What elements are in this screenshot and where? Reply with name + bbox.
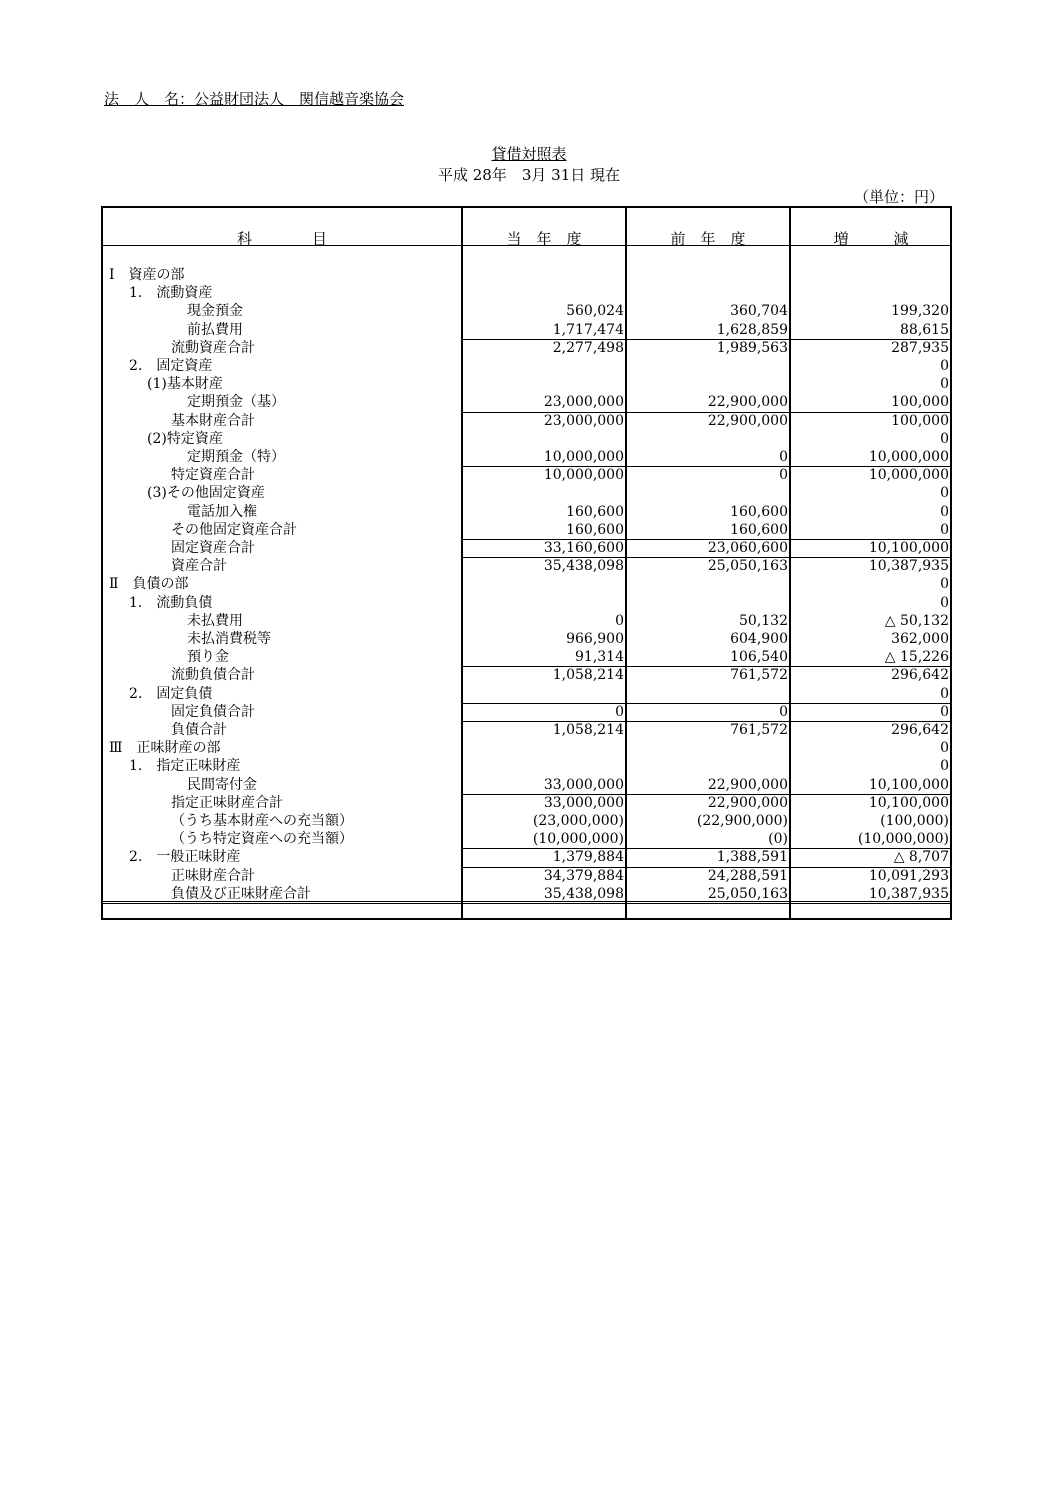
previous-value: 1,628,859 <box>716 321 788 338</box>
table-row <box>103 630 950 648</box>
table-row <box>103 739 950 757</box>
current-value: 0 <box>615 612 624 629</box>
row-label: 前払費用 <box>187 321 243 338</box>
table-row <box>103 666 950 684</box>
row-label: 2. 固定資産 <box>129 358 213 374</box>
change-value: 0 <box>940 740 949 757</box>
current-value: 560,024 <box>566 303 624 320</box>
corporation-name: 法 人 名：公益財団法人 関信越音楽協会 <box>104 90 405 108</box>
row-label: 1. 流動資産 <box>129 285 213 302</box>
change-value: △ 50,132 <box>884 612 949 629</box>
previous-value: 25,050,163 <box>707 558 788 575</box>
current-value: 33,000,000 <box>543 794 624 811</box>
change-value: 88,615 <box>900 321 949 338</box>
row-label: Ⅱ 負債の部 <box>109 576 189 593</box>
change-value: 100,000 <box>891 412 949 429</box>
current-value: 160,600 <box>566 521 624 538</box>
table-row <box>103 321 950 339</box>
change-value: 0 <box>940 758 949 775</box>
previous-value: 160,600 <box>730 521 788 538</box>
table-row <box>103 430 950 448</box>
current-value: 1,058,214 <box>552 667 624 684</box>
table-row <box>103 484 950 502</box>
change-value: 10,100,000 <box>868 540 949 556</box>
table-row <box>103 557 950 575</box>
change-value: (10,000,000) <box>857 831 949 848</box>
current-value: (10,000,000) <box>532 831 624 848</box>
change-value: 10,000,000 <box>868 449 949 465</box>
change-value: 0 <box>940 576 949 593</box>
previous-value: 50,132 <box>739 612 788 629</box>
table-row <box>103 575 950 593</box>
row-label: 特定資産合計 <box>171 467 255 484</box>
row-label: 負債合計 <box>171 722 227 738</box>
previous-value: (22,900,000) <box>696 813 788 829</box>
previous-value: 604,900 <box>730 631 788 647</box>
table-row <box>103 812 950 830</box>
row-label: 正味財産合計 <box>171 867 255 884</box>
row-label: (3)その他固定資産 <box>147 485 265 502</box>
row-label: 資産合計 <box>171 558 227 575</box>
row-label: 基本財産合計 <box>171 412 255 429</box>
change-value: 100,000 <box>891 394 949 411</box>
row-label: 2. 固定負債 <box>129 685 213 702</box>
row-label: 民間寄付金 <box>187 776 257 793</box>
previous-value: 761,572 <box>730 722 788 738</box>
current-value: 34,379,884 <box>543 867 624 884</box>
change-value: 10,387,935 <box>868 885 949 902</box>
change-value: 199,320 <box>891 303 949 320</box>
previous-value: 360,704 <box>730 303 788 320</box>
row-label: 未払消費税等 <box>187 631 271 647</box>
change-value: △ 15,226 <box>884 649 949 666</box>
row-label: （うち特定資産への充当額） <box>171 831 353 848</box>
current-value: 160,600 <box>566 503 624 520</box>
column-header-previous: 前 年 度 <box>670 230 746 248</box>
change-value: 0 <box>940 376 949 393</box>
previous-value: 0 <box>779 467 788 484</box>
row-label: 現金預金 <box>187 303 243 320</box>
previous-value: 106,540 <box>730 649 788 666</box>
row-label: 1. 流動負債 <box>129 594 213 611</box>
change-value: 10,387,935 <box>868 558 949 575</box>
previous-value: 22,900,000 <box>707 794 788 811</box>
current-value: 1,058,214 <box>552 722 624 738</box>
change-value: 10,000,000 <box>868 467 949 484</box>
change-value: 0 <box>940 485 949 502</box>
current-value: 966,900 <box>566 631 624 647</box>
previous-value: 25,050,163 <box>707 885 788 902</box>
change-value: 10,100,000 <box>868 794 949 811</box>
table-row <box>103 830 950 848</box>
previous-value: 1,989,563 <box>716 339 788 356</box>
table-row <box>103 412 950 430</box>
previous-value: 24,288,591 <box>707 867 788 884</box>
previous-value: 160,600 <box>730 503 788 520</box>
row-label: 固定負債合計 <box>171 703 255 720</box>
current-value: 23,000,000 <box>543 394 624 411</box>
row-label: (1)基本財産 <box>147 376 223 393</box>
table-row <box>103 612 950 630</box>
statement-title-text: 貸借対照表 <box>491 145 567 163</box>
change-value: 0 <box>940 594 949 611</box>
row-label: Ⅲ 正味財産の部 <box>109 740 221 757</box>
previous-value: 0 <box>779 703 788 720</box>
table-row <box>103 757 950 775</box>
previous-value: 23,060,600 <box>707 540 788 556</box>
change-value: (100,000) <box>880 813 949 829</box>
row-label: 流動資産合計 <box>171 339 255 356</box>
change-value: 0 <box>940 503 949 520</box>
statement-title <box>0 143 1058 164</box>
change-value: 0 <box>940 685 949 702</box>
row-label: 1. 指定正味財産 <box>129 758 241 775</box>
table-row <box>103 721 950 739</box>
current-value: 10,000,000 <box>543 449 624 465</box>
change-value: 0 <box>940 703 949 720</box>
column-header-change: 増 減 <box>833 230 909 248</box>
table-row <box>103 867 950 885</box>
change-value: 0 <box>940 521 949 538</box>
row-label: 指定正味財産合計 <box>171 794 283 811</box>
table-row <box>103 648 950 666</box>
previous-value: (0) <box>768 831 788 848</box>
row-label: 未払費用 <box>187 612 243 629</box>
row-label: Ⅰ 資産の部 <box>109 267 185 283</box>
current-value: 91,314 <box>575 649 624 666</box>
table-row <box>103 794 950 812</box>
change-value: 0 <box>940 430 949 447</box>
table-row <box>103 393 950 411</box>
change-value: 287,935 <box>891 339 949 356</box>
table-row <box>103 302 950 320</box>
table-row <box>103 466 950 484</box>
current-value: 10,000,000 <box>543 467 624 484</box>
row-label: (2)特定資産 <box>147 430 223 447</box>
bottom-rule <box>103 901 950 904</box>
previous-value: 22,900,000 <box>707 776 788 793</box>
current-value: 35,438,098 <box>543 558 624 575</box>
table-row <box>103 521 950 539</box>
unit-label: （単位：円） <box>854 188 945 206</box>
table-row <box>103 448 950 466</box>
previous-value: 22,900,000 <box>707 394 788 411</box>
table-row <box>103 339 950 357</box>
previous-value: 22,900,000 <box>707 412 788 429</box>
row-label: 電話加入権 <box>187 503 257 520</box>
previous-value: 1,388,591 <box>716 849 788 866</box>
current-value: 1,717,474 <box>552 321 624 338</box>
current-value: 1,379,884 <box>552 849 624 866</box>
column-header-item: 科 目 <box>236 230 327 248</box>
current-value: 0 <box>615 703 624 720</box>
row-label: 負債及び正味財産合計 <box>171 885 311 902</box>
column-header-current: 当 年 度 <box>506 230 582 248</box>
row-label: 預り金 <box>187 649 229 666</box>
previous-value: 761,572 <box>730 667 788 684</box>
table-row <box>103 539 950 557</box>
row-label: 定期預金（基） <box>187 394 285 411</box>
table-row <box>103 357 950 375</box>
current-value: 33,160,600 <box>543 540 624 556</box>
table-row <box>103 284 950 302</box>
row-label: 流動負債合計 <box>171 667 255 684</box>
table-row <box>103 703 950 721</box>
row-label: 2. 一般正味財産 <box>129 849 241 866</box>
row-label: その他固定資産合計 <box>171 521 297 538</box>
change-value: 0 <box>940 358 949 374</box>
previous-value: 0 <box>779 449 788 465</box>
change-value: 296,642 <box>891 722 949 738</box>
change-value: 362,000 <box>891 631 949 647</box>
table-row <box>103 848 950 866</box>
row-label: （うち基本財産への充当額） <box>171 813 353 829</box>
table-row <box>103 375 950 393</box>
table-row <box>103 776 950 794</box>
current-value: (23,000,000) <box>532 813 624 829</box>
current-value: 35,438,098 <box>543 885 624 902</box>
table-row <box>103 594 950 612</box>
row-label: 固定資産合計 <box>171 540 255 556</box>
table-row <box>103 503 950 521</box>
current-value: 23,000,000 <box>543 412 624 429</box>
change-value: 10,100,000 <box>868 776 949 793</box>
row-label: 定期預金（特） <box>187 449 285 465</box>
table-row <box>103 266 950 284</box>
table-row <box>103 685 950 703</box>
change-value: △ 8,707 <box>893 849 949 866</box>
change-value: 296,642 <box>891 667 949 684</box>
current-value: 2,277,498 <box>552 339 624 356</box>
change-value: 10,091,293 <box>868 867 949 884</box>
balance-sheet-table <box>101 206 952 920</box>
current-value: 33,000,000 <box>543 776 624 793</box>
statement-date: 平成 28年 3月 31日 現在 <box>437 166 621 184</box>
